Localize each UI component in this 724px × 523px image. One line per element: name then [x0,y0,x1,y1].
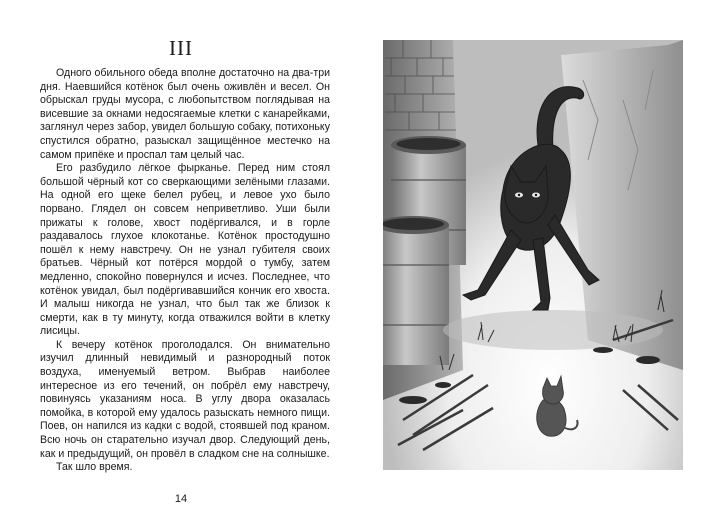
paragraph: Его разбудило лёгкое фырканье. Перед ним стоял большой чёрный кот со сверкающими зелёными глазами. На одной его щеке белел рубец, и левое ухо было порвано. Глядел он совсем неприветливо. Уши были прижаты к голове, хвост подёргивался, и в горле раздавалось глухое клокотанье. Котёнок простодушно пошёл к нему навстречу. Он не узнал губителя своих братьев. Чёрный кот потёрся мордой о тумбу, затем медленно, спокойно повернулся и исчез. Последнее, что котёнок увидал, был подёргивавшийся кончик его хвоста. И малыш никогда не узнал, что был так же близок к смерти, как в ту минуту, когда отважился войти в клетку лисицы. [40,162,330,338]
chapter-heading: III [169,36,193,60]
paragraph: Так шло время. [56,461,133,474]
illustration-art [383,40,683,470]
barrel-front [383,216,449,365]
chapter-text [40,67,330,475]
ground-shadow [443,310,663,350]
paragraph: Одного обильного обеда вполне достаточно на два-три дня. Наевшийся котёнок был очень оживлён и весел. Он обрыскал груды мусора, с любопытством поглядывая на висевшие за окнами недосягаемые клетки с канарейками, заглянул через забор, увидел большую собаку, потихоньку спустился обратно, разыскал защищённое местечко на самом припёке и проспал там целый час. [40,67,330,161]
cat-illustration [383,40,683,470]
page-number: 14 [174,493,188,505]
paragraph: К вечеру котёнок проголодался. Он внимательно изучил длинный невидимый и разнородный поток воздуха, именуемый ветром. Выбрав наиболее интересное из его течений, он побрёл ему навстречу, повинуясь указаниям носа. В углу двора оказалась помойка, в которой ему удалось разыскать немного пищи. Поев, он напился из кадки с водой, стоявшей под краном. Всю ночь он старательно изучал двор. Следующий день, как и предыдущий, он провёл в сладком сне на солнышке. [40,338,330,460]
